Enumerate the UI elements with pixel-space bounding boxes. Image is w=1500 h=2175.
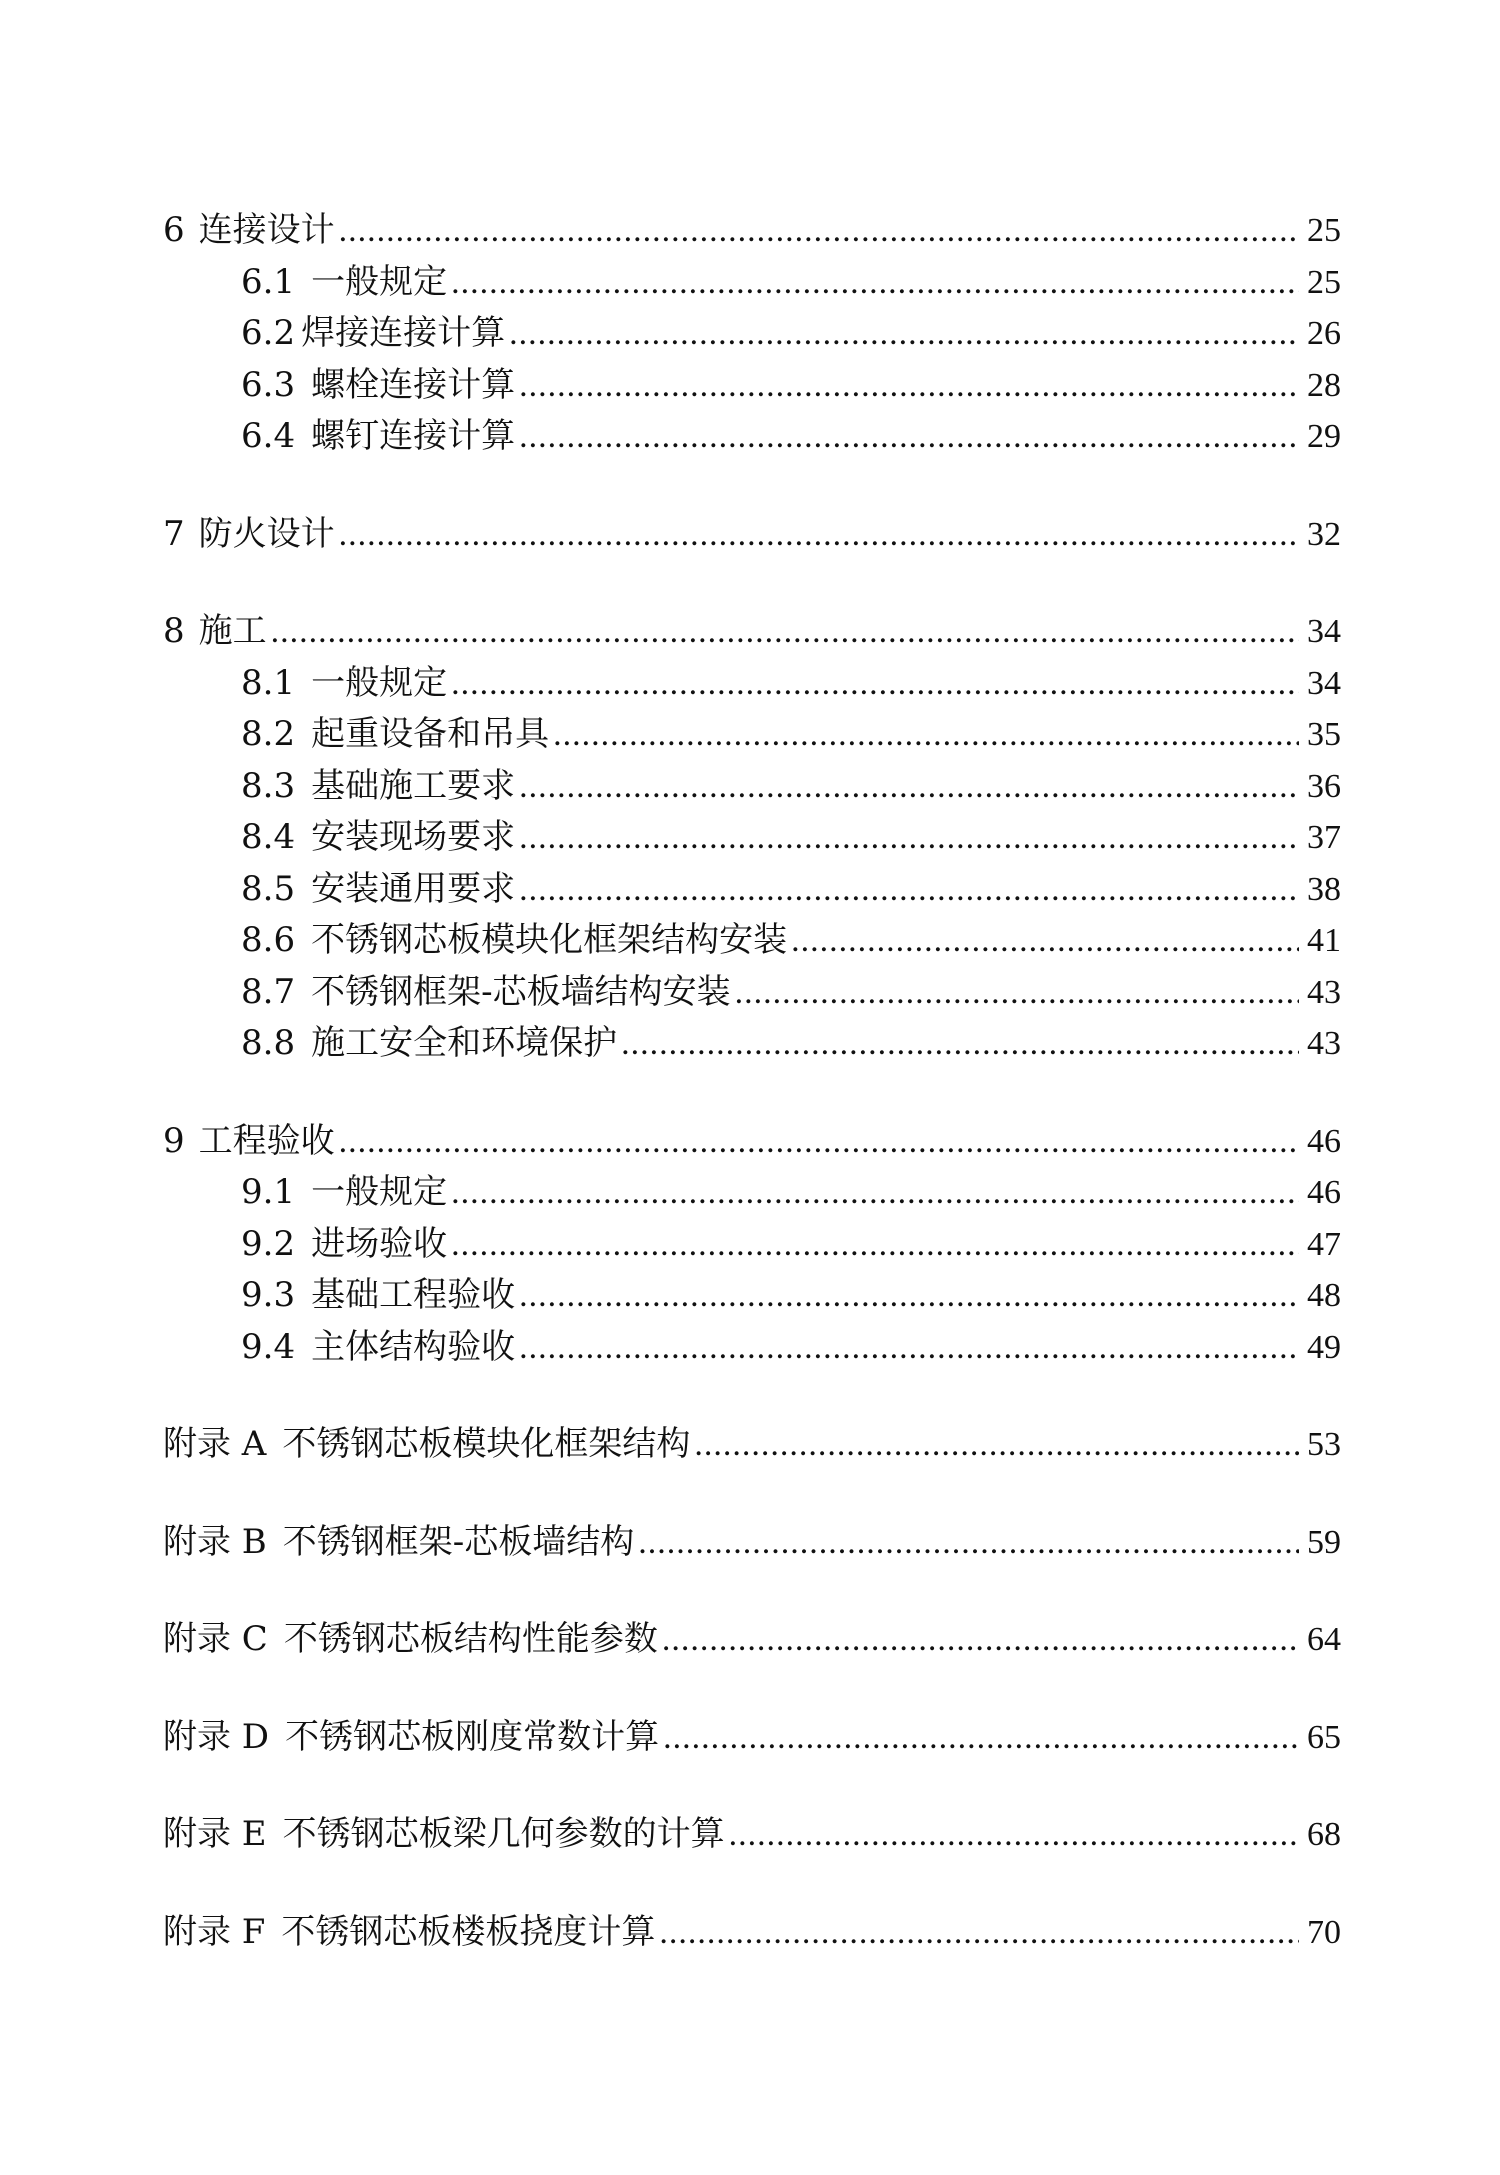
dot-leader xyxy=(519,761,1299,813)
toc-entry-number: 8.4 xyxy=(241,817,296,857)
toc-entry-number: 附录 D xyxy=(163,1716,270,1757)
dot-leader xyxy=(659,1907,1299,1959)
toc-entry-number: 8.1 xyxy=(241,662,296,703)
toc-entry-number: 9.2 xyxy=(241,1223,296,1264)
dot-leader xyxy=(638,1517,1299,1569)
toc-entry-title: 不锈钢芯板模块化框架结构安装 xyxy=(311,920,788,960)
toc-entry-8-6[interactable] xyxy=(163,915,1341,967)
dot-leader xyxy=(519,1322,1299,1374)
dot-leader xyxy=(729,1809,1299,1861)
toc-entry-title: 进场验收 xyxy=(311,1223,448,1264)
toc-entry-title: 主体结构验收 xyxy=(311,1326,516,1367)
dot-leader xyxy=(271,606,1299,658)
dot-leader xyxy=(694,1419,1299,1471)
toc-entry-8-1[interactable] xyxy=(163,658,1341,710)
toc-entry-number: 8.2 xyxy=(241,714,296,754)
toc-entry-number: 6.2 xyxy=(241,313,296,353)
toc-entry-9-1[interactable] xyxy=(163,1167,1341,1219)
dot-leader xyxy=(451,658,1299,710)
toc-entry-page: 65 xyxy=(1307,1718,1341,1756)
dot-leader xyxy=(519,360,1299,412)
toc-entry-6-2[interactable] xyxy=(163,308,1341,360)
toc-entry-number: 6.4 xyxy=(241,416,296,456)
toc-entry-number: 附录 C xyxy=(163,1619,268,1659)
toc-entry-title: 基础工程验收 xyxy=(311,1275,516,1315)
toc-entry-number: 附录 F xyxy=(163,1911,266,1952)
toc-entry-title: 连接设计 xyxy=(198,210,335,250)
dot-leader xyxy=(662,1614,1299,1666)
toc-entry-title: 不锈钢芯板刚度常数计算 xyxy=(285,1716,660,1757)
toc-entry-title: 一般规定 xyxy=(311,261,448,302)
toc-entry-title: 不锈钢芯板梁几何参数的计算 xyxy=(282,1814,725,1854)
toc-entry-title: 不锈钢框架-芯板墙结构安装 xyxy=(311,971,731,1012)
toc-entry-title: 安装现场要求 xyxy=(311,817,516,857)
dot-leader xyxy=(621,1018,1299,1070)
toc-entry-page: 34 xyxy=(1307,613,1341,650)
toc-entry-title: 焊接连接计算 xyxy=(301,313,506,353)
toc-entry-number: 9 xyxy=(163,1120,185,1161)
toc-entry-page: 46 xyxy=(1307,1122,1341,1160)
toc-entry-8-8[interactable] xyxy=(163,1018,1341,1070)
toc-entry-page: 25 xyxy=(1307,212,1341,249)
toc-entry-appendix-e[interactable] xyxy=(163,1809,1341,1861)
dot-leader xyxy=(451,1219,1299,1271)
toc-entry-page: 53 xyxy=(1307,1426,1341,1463)
dot-leader xyxy=(339,1116,1299,1168)
toc-entry-number: 8 xyxy=(163,611,185,651)
toc-entry-number: 7 xyxy=(163,513,185,554)
toc-entry-page: 41 xyxy=(1307,922,1341,959)
toc-entry-8-3[interactable] xyxy=(163,761,1341,813)
toc-entry-number: 9.1 xyxy=(241,1172,296,1212)
toc-entry-title: 螺钉连接计算 xyxy=(311,416,516,456)
dot-leader xyxy=(339,509,1299,561)
toc-entry-number: 6.1 xyxy=(241,261,296,302)
toc-entry-8-5[interactable] xyxy=(163,864,1341,916)
toc-entry-7[interactable] xyxy=(163,509,1341,561)
toc-entry-page: 43 xyxy=(1307,973,1341,1011)
dot-leader xyxy=(553,709,1299,761)
toc-entry-appendix-a[interactable] xyxy=(163,1419,1341,1471)
toc-entry-page: 46 xyxy=(1307,1174,1341,1211)
toc-entry-9-2[interactable] xyxy=(163,1219,1341,1271)
toc-entry-number: 9.3 xyxy=(241,1275,296,1315)
toc-entry-number: 8.7 xyxy=(241,971,296,1012)
toc-entry-page: 35 xyxy=(1307,716,1341,753)
toc-entry-title: 防火设计 xyxy=(198,513,335,554)
toc-entry-title: 施工 xyxy=(198,611,267,651)
toc-entry-page: 38 xyxy=(1307,870,1341,908)
toc-entry-title: 起重设备和吊具 xyxy=(311,714,550,754)
toc-entry-6[interactable] xyxy=(163,205,1341,257)
toc-entry-page: 37 xyxy=(1307,819,1341,856)
toc-entry-9-4[interactable] xyxy=(163,1322,1341,1374)
toc-entry-8[interactable] xyxy=(163,606,1341,658)
toc-entry-number: 6.3 xyxy=(241,364,296,405)
toc-entry-number: 附录 E xyxy=(163,1814,267,1854)
toc-entry-title: 不锈钢芯板楼板挠度计算 xyxy=(281,1911,656,1952)
toc-entry-page: 43 xyxy=(1307,1025,1341,1062)
toc-entry-title: 不锈钢芯板模块化框架结构 xyxy=(282,1424,691,1464)
toc-entry-page: 68 xyxy=(1307,1816,1341,1853)
toc-entry-6-4[interactable] xyxy=(163,411,1341,463)
toc-entry-number: 8.5 xyxy=(241,868,296,909)
toc-entry-number: 附录 A xyxy=(163,1424,267,1464)
toc-entry-6-3[interactable] xyxy=(163,360,1341,412)
dot-leader xyxy=(451,1167,1299,1219)
toc-entry-8-2[interactable] xyxy=(163,709,1341,761)
toc-entry-number: 8.3 xyxy=(241,765,296,806)
toc-entry-9-3[interactable] xyxy=(163,1270,1341,1322)
toc-entry-number: 8.8 xyxy=(241,1023,296,1063)
dot-leader xyxy=(663,1712,1299,1764)
dot-leader xyxy=(339,205,1299,257)
toc-entry-title: 不锈钢框架-芯板墙结构 xyxy=(282,1521,635,1562)
dot-leader xyxy=(519,812,1299,864)
toc-entry-appendix-d[interactable] xyxy=(163,1712,1341,1764)
toc-entry-page: 29 xyxy=(1307,418,1341,455)
toc-entry-page: 25 xyxy=(1307,263,1341,301)
toc-entry-number: 6 xyxy=(163,210,185,250)
dot-leader xyxy=(735,967,1299,1019)
toc-entry-6-1[interactable] xyxy=(163,257,1341,309)
toc-entry-appendix-f[interactable] xyxy=(163,1907,1341,1959)
toc-entry-appendix-c[interactable] xyxy=(163,1614,1341,1666)
table-of-contents xyxy=(163,205,1341,1958)
toc-entry-title: 不锈钢芯板结构性能参数 xyxy=(283,1619,658,1659)
toc-entry-page: 26 xyxy=(1307,315,1341,352)
toc-entry-page: 36 xyxy=(1307,767,1341,805)
toc-entry-page: 64 xyxy=(1307,1621,1341,1658)
toc-entry-page: 49 xyxy=(1307,1328,1341,1366)
toc-entry-title: 螺栓连接计算 xyxy=(311,364,516,405)
toc-entry-page: 70 xyxy=(1307,1913,1341,1951)
toc-entry-8-4[interactable] xyxy=(163,812,1341,864)
dot-leader xyxy=(451,257,1299,309)
dot-leader xyxy=(791,915,1299,967)
dot-leader xyxy=(519,864,1299,916)
toc-entry-number: 8.6 xyxy=(241,920,296,960)
toc-entry-title: 一般规定 xyxy=(311,1172,448,1212)
toc-entry-page: 48 xyxy=(1307,1277,1341,1314)
dot-leader xyxy=(519,411,1299,463)
toc-entry-title: 一般规定 xyxy=(311,662,448,703)
toc-entry-8-7[interactable] xyxy=(163,967,1341,1019)
dot-leader xyxy=(519,1270,1299,1322)
toc-entry-title: 基础施工要求 xyxy=(311,765,516,806)
toc-entry-number: 附录 B xyxy=(163,1521,267,1562)
dot-leader xyxy=(509,308,1299,360)
toc-entry-page: 32 xyxy=(1307,515,1341,553)
toc-entry-title: 工程验收 xyxy=(198,1120,335,1161)
toc-entry-page: 47 xyxy=(1307,1225,1341,1263)
toc-entry-number: 9.4 xyxy=(241,1326,296,1367)
toc-entry-page: 28 xyxy=(1307,366,1341,404)
toc-entry-title: 施工安全和环境保护 xyxy=(311,1023,618,1063)
toc-entry-appendix-b[interactable] xyxy=(163,1517,1341,1569)
toc-entry-page: 34 xyxy=(1307,664,1341,702)
toc-entry-page: 59 xyxy=(1307,1523,1341,1561)
toc-entry-title: 安装通用要求 xyxy=(311,868,516,909)
toc-entry-9[interactable] xyxy=(163,1116,1341,1168)
